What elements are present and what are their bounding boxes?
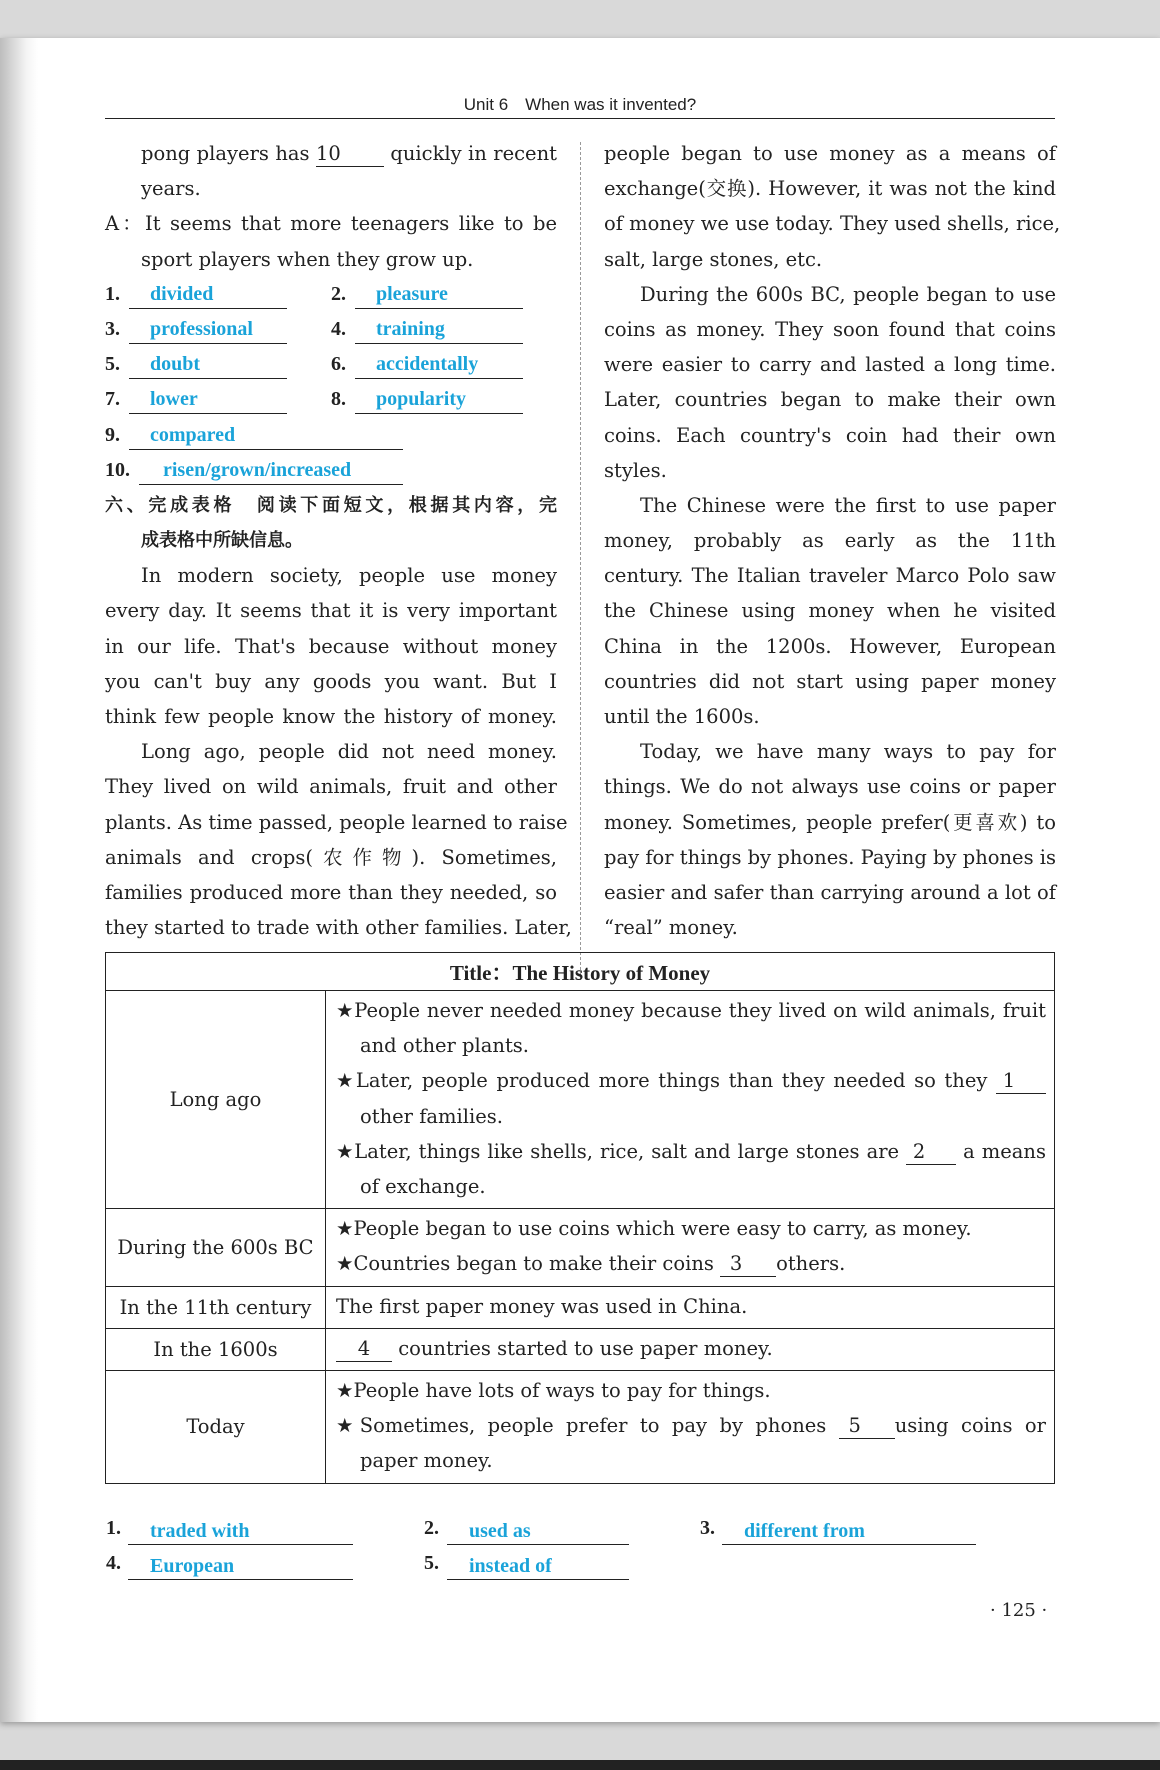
- answer-field: professional: [129, 314, 287, 344]
- row-label: During the 600s BC: [106, 1209, 326, 1286]
- text-line: pong players has 10 quickly in recent: [141, 142, 557, 165]
- answer-row: 10. risen/grown/increased: [105, 453, 557, 488]
- answer-field: divided: [129, 279, 287, 309]
- bottom-bar: [0, 1760, 1160, 1770]
- answer-field: risen/grown/increased: [139, 455, 403, 485]
- text-line: money. Sometimes, people prefer(更喜欢) to: [604, 810, 1056, 834]
- answer-field: pleasure: [355, 279, 523, 309]
- text-line: The Chinese were the first to use paper: [640, 493, 1056, 517]
- text-line: exchange(交换). However, it was not the kind: [604, 177, 1056, 201]
- text-line: styles.: [604, 458, 667, 482]
- text-line: were easier to carry and lasted a long time.: [604, 353, 1056, 377]
- text-line: sport players when they grow up.: [141, 247, 474, 271]
- blank-3: 3: [720, 1252, 776, 1277]
- column-divider: [580, 142, 581, 980]
- text-line: in our life. That's because without money: [105, 634, 557, 658]
- row-label: Today: [106, 1371, 326, 1484]
- text-line: China in the 1200s. However, European: [604, 634, 1056, 658]
- text-line: century. The Italian traveler Marco Polo saw: [604, 564, 1056, 588]
- answer-row: 1. divided 2. pleasure: [105, 277, 557, 312]
- text-line: every day. It seems that it is very important: [105, 599, 557, 623]
- text-line: plants. As time passed, people learned to raise: [105, 810, 568, 834]
- header-rule: [105, 118, 1055, 119]
- text-line: people began to use money as a means of: [604, 142, 1056, 165]
- text-line: of money we use today. They used shells, rice,: [604, 212, 1061, 236]
- blank-4: 4: [336, 1337, 392, 1362]
- text-line: easier and safer than carrying around a lot of: [604, 880, 1056, 904]
- table-row: During the 600s BC ★People began to use coins which were easy to carry, as money. ★Countries began to make their coins 3 others.: [106, 1209, 1055, 1286]
- answer-row: 9. compared: [105, 418, 557, 453]
- table-row: Long ago ★People never needed money because they lived on wild animals, fruit and other plants. ★Later, people produced more things than they needed so they 1 other families. ★Later, things like shells, rice, salt and large stones are 2 a means of exchange.: [106, 991, 1055, 1209]
- text-line: think few people know the history of money.: [105, 705, 557, 728]
- section-heading: 六、完成表格 阅读下面短文，根据其内容，完: [105, 494, 557, 516]
- table-row: Today ★People have lots of ways to pay for things. ★Sometimes, people prefer to pay by phones 5 using coins or paper money.: [106, 1371, 1055, 1484]
- page-number: · 125 ·: [990, 1600, 1048, 1621]
- text-line: animals and crops(农作物). Sometimes,: [105, 845, 557, 869]
- answer-field: doubt: [129, 349, 287, 379]
- text-line: the Chinese using money when he visited: [604, 599, 1056, 623]
- text-line: salt, large stones, etc.: [604, 247, 823, 271]
- binding-shadow: [0, 38, 38, 1722]
- text-line: During the 600s BC, people began to use: [640, 282, 1056, 306]
- text-line: pay for things by phones. Paying by phones is: [604, 845, 1057, 869]
- text-line: families produced more than they needed, so: [105, 880, 557, 904]
- text-line: A：It seems that more teenagers like to be: [105, 212, 557, 236]
- table-row: In the 11th century The first paper money was used in China.: [106, 1286, 1055, 1328]
- answer-1: 1. traded with: [106, 1517, 353, 1545]
- right-column: [604, 136, 1061, 945]
- answer-field: popularity: [355, 384, 523, 414]
- answer-row: 5. doubt 6. accidentally: [105, 347, 557, 382]
- answer-field: accidentally: [355, 349, 523, 379]
- section-heading: 成表格中所缺信息。: [141, 530, 303, 552]
- text-line: countries did not start using paper money: [604, 669, 1056, 693]
- row-label: In the 1600s: [106, 1328, 326, 1370]
- text-line: Today, we have many ways to pay for: [640, 740, 1056, 764]
- text-line: until the 1600s.: [604, 705, 760, 728]
- text-line: “real” money.: [604, 916, 738, 940]
- answer-row: 7. lower 8. popularity: [105, 382, 557, 417]
- row-label: Long ago: [106, 991, 326, 1209]
- text-line: things. We do not always use coins or paper: [604, 775, 1056, 799]
- answer-4: 4. European: [106, 1552, 353, 1580]
- table-title: Title：The History of Money: [106, 953, 1055, 991]
- answer-5: 5. instead of: [424, 1552, 629, 1580]
- left-column: [105, 136, 572, 945]
- text-line: Later, countries began to make their own: [604, 388, 1056, 412]
- answer-field: training: [355, 314, 523, 344]
- answer-field: lower: [129, 384, 287, 414]
- blank-1: 1: [996, 1069, 1046, 1094]
- answer-2: 2. used as: [424, 1517, 629, 1545]
- blank-5: 5: [839, 1414, 895, 1439]
- text-line: coins. Each country's coin had their own: [604, 423, 1056, 447]
- text-line: years.: [141, 177, 201, 201]
- text-line: you can't buy any goods you want. But I: [105, 669, 557, 693]
- row-label: In the 11th century: [106, 1286, 326, 1328]
- text-line: they started to trade with other families. Later,: [105, 916, 572, 940]
- history-of-money-table: [105, 952, 1055, 1484]
- answer-3: 3. different from: [700, 1517, 976, 1545]
- text-line: coins as money. They soon found that coins: [604, 317, 1056, 341]
- answer-field: compared: [129, 420, 403, 450]
- blank-10: 10: [316, 142, 384, 167]
- text-line: They lived on wild animals, fruit and other: [105, 775, 557, 799]
- text-line: In modern society, people use money: [141, 564, 557, 588]
- blank-2: 2: [906, 1140, 956, 1165]
- text-line: Long ago, people did not need money.: [141, 740, 557, 764]
- table-row: In the 1600s 4 countries started to use paper money.: [106, 1328, 1055, 1370]
- text-line: money, probably as early as the 11th: [604, 529, 1056, 553]
- answer-row: 3. professional 4. training: [105, 312, 557, 347]
- running-header: Unit 6 When was it invented?: [463, 95, 697, 114]
